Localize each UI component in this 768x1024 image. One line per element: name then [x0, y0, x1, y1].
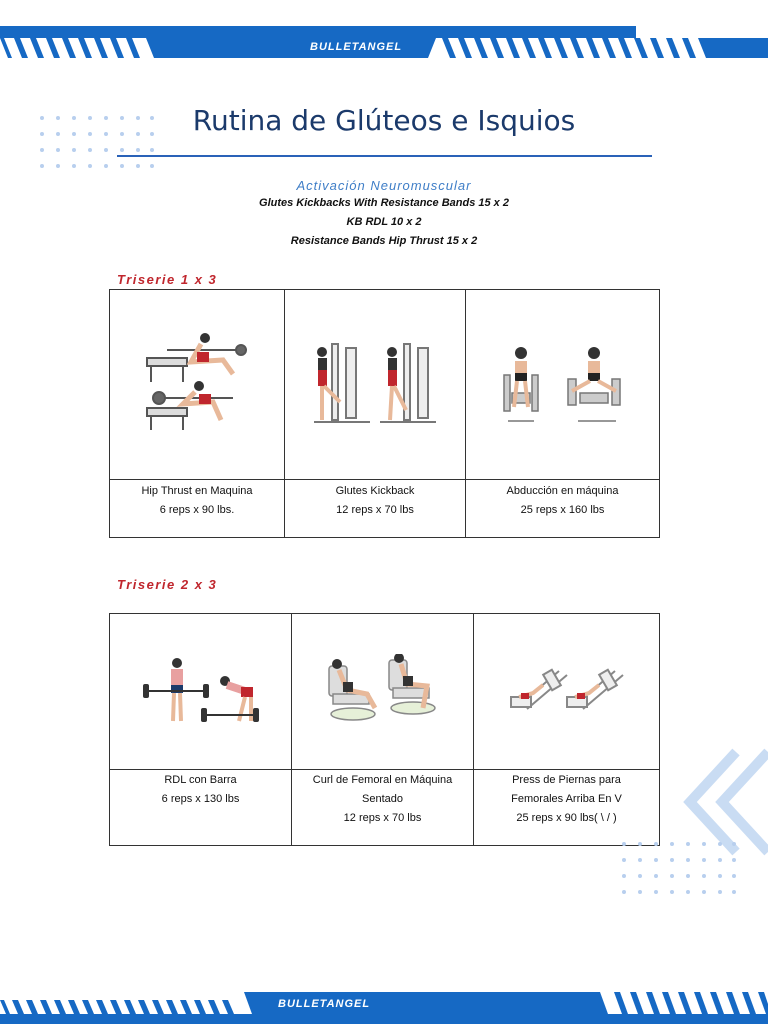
page-title: Rutina de Glúteos e Isquios [192, 104, 576, 137]
header-bar [0, 26, 636, 38]
leg-press-illustration-icon [507, 667, 627, 717]
exercise-name: Sentado [362, 793, 403, 805]
exercise-image-cell [110, 290, 285, 480]
exercise-image-cell [285, 290, 466, 480]
exercise-table [109, 289, 660, 538]
activation-line: Glutes Kickbacks With Resistance Bands 15 x 2 [259, 197, 509, 209]
exercise-image-cell [110, 614, 292, 770]
exercise-text-cell [110, 480, 285, 538]
section-title: Triserie 2 x 3 [117, 577, 218, 592]
exercise-image-cell [466, 290, 660, 480]
footer-stripes [0, 992, 768, 1024]
exercise-text-cell [110, 770, 292, 846]
hip-thrust-illustration-icon [137, 330, 257, 440]
exercise-name: Hip Thrust en Maquina [141, 485, 253, 497]
brand-logo: BULLETANGEL [278, 998, 371, 1010]
exercise-name: Abducción en máquina [506, 485, 619, 497]
decorative-dots [620, 840, 740, 896]
activation-title: Activación Neuromuscular [296, 178, 472, 193]
exercise-text-cell [285, 480, 466, 538]
activation-line: Resistance Bands Hip Thrust 15 x 2 [290, 235, 478, 247]
exercise-name: Glutes Kickback [335, 485, 415, 497]
activation-line: KB RDL 10 x 2 [346, 216, 422, 228]
hip-abduction-machine-illustration-icon [498, 345, 628, 425]
exercise-image-cell [292, 614, 474, 770]
glutes-kickback-illustration-icon [310, 340, 440, 430]
brand-logo: BULLETANGEL [310, 41, 403, 53]
exercise-reps: 25 reps x 90 lbs( \ / ) [516, 812, 617, 824]
exercise-name: Press de Piernas para [512, 774, 621, 786]
exercise-name: RDL con Barra [164, 774, 237, 786]
exercise-text-cell [466, 480, 660, 538]
exercise-reps: 6 reps x 130 lbs [161, 793, 240, 805]
exercise-table [109, 613, 660, 846]
exercise-reps: 12 reps x 70 lbs [336, 504, 414, 516]
section-title: Triserie 1 x 3 [117, 272, 218, 287]
exercise-image-cell [474, 614, 660, 770]
exercise-text-cell [474, 770, 660, 846]
exercise-text-cell [292, 770, 474, 846]
title-underline [117, 155, 652, 157]
rdl-barbell-illustration-icon [141, 657, 261, 727]
seated-leg-curl-illustration-icon [323, 654, 443, 729]
exercise-reps: 12 reps x 70 lbs [343, 812, 422, 824]
exercise-reps: 6 reps x 90 lbs. [159, 504, 235, 516]
exercise-name: Femorales Arriba En V [511, 793, 622, 805]
exercise-name: Curl de Femoral en Máquina [312, 774, 453, 786]
exercise-reps: 25 reps x 160 lbs [520, 504, 605, 516]
